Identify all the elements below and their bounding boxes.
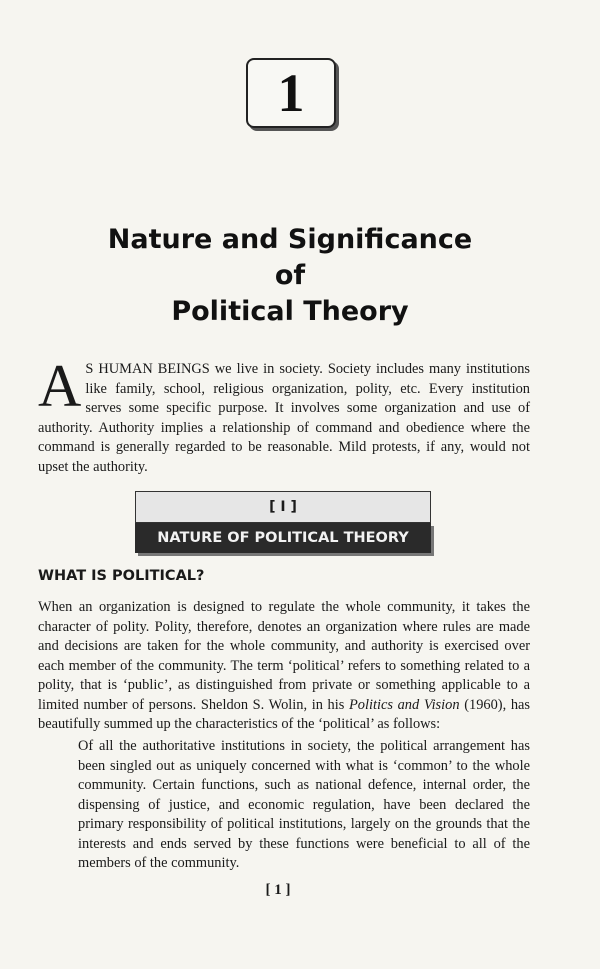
- chapter-number-box: [246, 58, 336, 128]
- chapter-number: 1: [277, 63, 305, 123]
- chapter-title-line-1: Nature and Significance: [107, 224, 473, 255]
- body-paragraph: [38, 598, 530, 735]
- intro-text: S HUMAN BEINGS we live in society. Society includes many institutions like family, school, religious organization, polity, etc. Every institution serves some specific purpose. It involves some organization and use of authority. Authority implies a relationship of command and obedience where the command is generally regarded to be reasonable. Mild protests, if any, would not upset the authority.: [38, 361, 530, 475]
- chapter-title-line-2: of: [274, 260, 306, 291]
- paragraph-text-2: (1960), has beautifully summed up the characteristics of the ‘political’ as follows:: [38, 696, 530, 732]
- subheading: WHAT IS POLITICAL?: [38, 568, 205, 584]
- page-number: [ 1 ]: [265, 882, 291, 898]
- section-number: [ I ]: [135, 491, 431, 523]
- section-title: NATURE OF POLITICAL THEORY: [135, 523, 431, 553]
- chapter-title-line-3: Political Theory: [171, 296, 409, 327]
- block-quote: Of all the authoritative institutions in society, the political arrangement has been singled out as uniquely concerned with what is ‘common’ to the whole community. Certain functions, such as national defence, internal order, the dispensing of justice, and economic regulation, have been declared the primary responsibility of political institutions, largely on the grounds that the interests and ends served by these functions were beneficial to all of the members of the community.: [78, 738, 530, 871]
- book-title: Politics and Vision: [349, 696, 460, 713]
- intro-paragraph: [38, 353, 530, 477]
- chapter-title: [0, 222, 580, 330]
- drop-cap: A: [38, 353, 82, 419]
- paragraph-text-1: When an organization is designed to regulate the whole community, it takes the character of polity. Polity, therefore, denotes an organization where rules are made and decisions are taken for the whole community, and authority is exercised over each member of the community. The term ‘political’ refers to something related to a polity, that is ‘public’, as distinguished from private or something applicable to a limited number of persons. Sheldon S. Wolin, in his: [38, 599, 530, 713]
- section-header: [135, 491, 431, 555]
